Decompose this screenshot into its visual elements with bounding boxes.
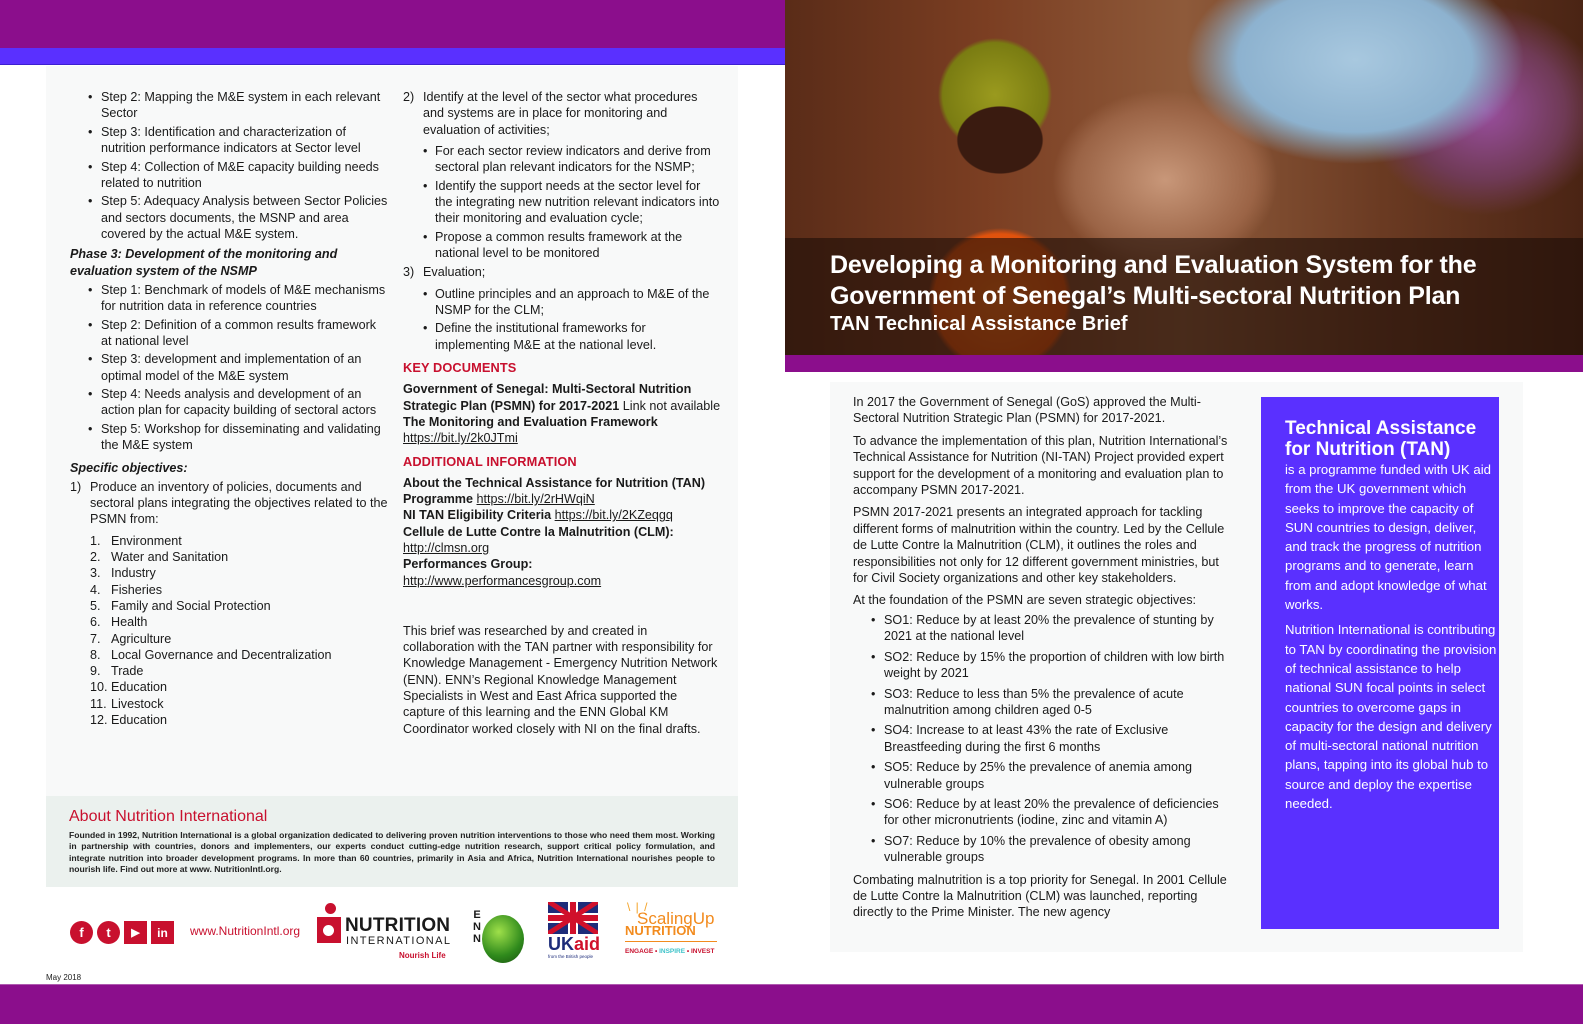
strategic-objective: • SO5: Reduce by 25% the prevalence of anemia among vulnerable groups [853, 759, 1233, 792]
sector-label: Agriculture [111, 631, 172, 646]
sector-number: 4. [90, 582, 101, 597]
list-item: • Step 2: Mapping the M&E system in each relevant Sector [70, 89, 388, 122]
ni-logo-mark-icon [317, 917, 341, 943]
sectors-list [90, 533, 388, 729]
union-jack-icon [548, 902, 598, 934]
sector-number: 8. [90, 647, 101, 662]
globe-icon [482, 915, 524, 963]
list-item: • Step 1: Benchmark of models of M&E mechanisms for nutrition data in reference countries [70, 282, 388, 315]
ukaid-subtext: from the British people [548, 954, 594, 959]
tag-inspire: INSPIRE [659, 948, 686, 955]
sector-item [90, 712, 388, 728]
objective-number: 3) [403, 265, 415, 280]
intro-column [853, 394, 1233, 927]
about-nutrition-international [46, 796, 738, 887]
strategic-objective: • SO1: Reduce by at least 20% the prevalence of stunting by 2021 at the national level [853, 612, 1233, 645]
sector-item [90, 631, 388, 647]
intro-paragraph-1: In 2017 the Government of Senegal (GoS) approved the Multi-Sectoral Nutrition Strategic Plan (PSMN) for 2017-2021. [853, 395, 1201, 426]
list-item: • Outline principles and an approach to M&E of the NSMP for the CLM; [423, 286, 721, 319]
sector-number: 5. [90, 598, 101, 613]
about-heading: About Nutrition International [69, 808, 268, 825]
objective-text: Produce an inventory of policies, documents and sectoral plans integrating the objectives related to the PSMN from: [90, 479, 388, 527]
key-documents-heading: KEY DOCUMENTS [403, 360, 517, 376]
ni-logo-line2: INTERNATIONAL [346, 935, 452, 947]
ni-logo-dot-icon [325, 903, 336, 914]
sector-label: Trade [111, 664, 144, 679]
sector-label: Health [111, 615, 148, 630]
sun-rays-icon: \ | / [627, 900, 649, 914]
sun-logo-line1: ScalingUp [637, 909, 715, 928]
hero-purple-band [785, 355, 1583, 372]
objective-1 [70, 479, 388, 728]
objective-text: Identify at the level of the sector what procedures and systems are in place for monitoring and evaluation of activities; [423, 90, 698, 137]
twitter-icon[interactable]: t [97, 921, 120, 944]
sector-label: Industry [111, 566, 156, 581]
hero-photo [785, 0, 1583, 355]
strategic-objectives-list [853, 612, 1233, 866]
sector-item [90, 663, 388, 679]
sector-number: 9. [90, 664, 101, 679]
sector-label: Environment [111, 533, 182, 548]
eligibility-link[interactable]: https://bit.ly/2KZeqgq [554, 508, 673, 523]
credit-text: This brief was researched by and created in collaboration with the TAN partner with responsibility for Knowledge Management - Emergency Nutrition Network (ENN). ENN’s Regional Knowledge Management Specialists in West and East Africa supported the capture of this learning and the ENN Global KM Coordinator worked closely with NI on the final drafts. [403, 623, 718, 736]
left-column-b [403, 89, 721, 737]
sector-item [90, 696, 388, 712]
about-body: Founded in 1992, Nutrition International is a global organization dedicated to delivering proven nutrition interventions to those who need them most. Working in partnership with countries, donors and implementers, our experts conduct cutting-edge nutrition research, support critical policy formulation, and integrate nutrition into broader development programs. In more than 60 countries, primarily in Asia and Africa, Nutrition International nourishes people to nourish life. Find out more at www. NutritionIntl.org. [69, 830, 715, 874]
eligibility-title: NI TAN Eligibility Criteria [403, 508, 552, 523]
scaling-up-nutrition-logo [621, 900, 721, 962]
sun-logo-divider [625, 941, 717, 942]
sector-label: Livestock [111, 696, 164, 711]
strategic-objective: • SO3: Reduce to less than 5% the prevalence of acute malnutrition among children aged 0-5 [853, 686, 1233, 719]
list-item: • Define the institutional frameworks for implementing M&E at the national level. [423, 320, 721, 353]
list-item: • Step 2: Definition of a common results framework at national level [70, 317, 388, 350]
list-item: • Step 5: Workshop for disseminating and validating the M&E system [70, 421, 388, 454]
tag-engage: ENGAGE • [625, 948, 660, 955]
sector-number: 3. [90, 566, 101, 581]
tan-heading: Technical Assistance for Nutrition (TAN) [1285, 418, 1477, 460]
key-documents [403, 381, 721, 446]
sector-number: 10. [90, 680, 108, 695]
sector-item [90, 533, 388, 549]
youtube-icon[interactable]: ▶ [124, 921, 147, 944]
intro-paragraph-4: At the foundation of the PSMN are seven strategic objectives: [853, 593, 1197, 608]
objective-2 [403, 89, 721, 261]
specific-objectives-list [70, 479, 388, 728]
left-column-a [70, 89, 388, 731]
sector-item [90, 598, 388, 614]
nutrition-international-logo [317, 903, 452, 961]
objective-3 [403, 264, 721, 353]
list-item: • Step 3: Identification and characterization of nutrition performance indicators at Sector level [70, 124, 388, 157]
social-links [70, 921, 174, 944]
enn-letters: E N N [473, 909, 481, 945]
phase3-heading: Phase 3: Development of the monitoring and evaluation system of the NSMP [70, 247, 338, 278]
ukaid-aid: aid [574, 934, 601, 954]
list-item: • Step 4: Collection of M&E capacity building needs related to nutrition [70, 159, 388, 192]
sector-number: 7. [90, 631, 101, 646]
ni-logo-line1: NUTRITION [345, 915, 451, 936]
sector-label: Local Governance and Decentralization [111, 647, 332, 662]
objective-text: Evaluation; [423, 265, 486, 280]
objective3-bullets [423, 286, 721, 353]
title-line2: Government of Senegal’s Multi-sectoral Nutrition Plan [830, 282, 1461, 310]
sector-number: 11. [90, 696, 107, 711]
ukaid-text [548, 934, 601, 954]
list-item: • Step 3: development and implementation of an optimal model of the M&E system [70, 351, 388, 384]
enn-logo [472, 905, 532, 965]
phase3-steps-list [70, 282, 388, 454]
clm-title: Cellule de Lutte Contre la Malnutrition (CLM): [403, 524, 674, 539]
sector-label: Water and Sanitation [111, 550, 229, 565]
list-item: • For each sector review indicators and derive from sectoral plan relevant indicators for the NSMP; [423, 143, 721, 176]
tan-programme-link[interactable]: https://bit.ly/2rHWqiN [476, 492, 595, 507]
sector-number: 6. [90, 615, 101, 630]
list-item: • Step 4: Needs analysis and development of an action plan for capacity building of sectoral actors [70, 386, 388, 419]
objective-number: 1) [70, 479, 82, 494]
website-link[interactable]: www.NutritionIntl.org [190, 924, 301, 938]
linkedin-icon[interactable]: in [151, 921, 174, 944]
additional-info-heading: ADDITIONAL INFORMATION [403, 453, 577, 469]
phase2-steps-list [70, 89, 388, 242]
tan-programme-title: About the Technical Assistance for Nutrition (TAN) Programme [403, 475, 706, 507]
footer-logos [46, 890, 738, 970]
page-title [830, 250, 1476, 312]
sector-item [90, 647, 388, 663]
page-subtitle: TAN Technical Assistance Brief [830, 313, 1128, 335]
tan-sidebar-box [1261, 397, 1499, 929]
clm-link[interactable]: http://clmsn.org [403, 540, 490, 555]
list-item: • Identify the support needs at the sector level for the integrating new nutrition relevant indicators into their monitoring and evaluation cycle; [423, 178, 721, 227]
strategic-objective: • SO2: Reduce by 15% the proportion of children with low birth weight by 2021 [853, 649, 1233, 682]
title-line1: Developing a Monitoring and Evaluation System for the [830, 251, 1477, 279]
sector-number: 1. [90, 533, 101, 548]
top-purple-band [0, 0, 785, 48]
sector-item [90, 582, 388, 598]
sector-item [90, 614, 388, 630]
sector-item [90, 679, 388, 695]
intro-paragraph-3: PSMN 2017-2021 presents an integrated approach for tackling different forms of malnutrition within the country. Led by the Cellule de Lutte Contre la Malnutrition (CLM), it outlines the roles and responsibilities not only for 12 different government ministries, but for Civil Society organizations and other key stakeholders. [853, 505, 1225, 586]
intro-paragraph-2: To advance the implementation of this plan, Nutrition International’s Technical Assistance for Nutrition (NI-TAN) Project provided expert support for the development of a monitoring and evaluation plan to accompany PSMN 2017-2021. [853, 433, 1228, 498]
sector-number: 12. [90, 713, 108, 727]
objective-number: 2) [403, 90, 415, 104]
ukaid-logo [548, 902, 601, 962]
bottom-purple-band [0, 984, 1583, 1024]
sun-logo-line2: NUTRITION [625, 923, 696, 938]
tag-invest: • INVEST [685, 948, 715, 955]
additional-info [403, 475, 721, 589]
sector-label: Education [111, 713, 168, 727]
sector-label: Fisheries [111, 582, 163, 597]
sector-item [90, 565, 388, 581]
sector-label: Education [111, 680, 168, 695]
doc1-title: Government of Senegal: Multi-Sectoral Nutrition Strategic Plan (PSMN) for 2017-2021 [403, 382, 692, 413]
publication-date: May 2018 [46, 973, 82, 982]
doc2-link[interactable]: https://bit.ly/2k0JTmi [403, 431, 518, 446]
specific-objectives-heading: Specific objectives: [70, 460, 188, 475]
strategic-objective: • SO6: Reduce by at least 20% the prevalence of deficiencies for other micronutrients (iodine, zinc and vitamin A) [853, 796, 1233, 829]
strategic-objective: • SO4: Increase to at least 43% the rate of Exclusive Breastfeeding during the first 6 months [853, 722, 1233, 755]
top-violet-band [0, 48, 785, 65]
performances-group-link[interactable]: http://www.performancesgroup.com [403, 573, 602, 588]
intro-paragraph-5: Combating malnutrition is a top priority for Senegal. In 2001 Cellule de Lutte Contre la Malnutrition (CLM) was launched, reporting directly to the Prime Minister. The new agency [853, 872, 1227, 920]
facebook-icon[interactable]: f [70, 921, 93, 944]
ukaid-uk: UK [548, 934, 574, 954]
ni-logo-tagline: Nourish Life [399, 951, 446, 960]
sector-label: Family and Social Protection [111, 598, 271, 613]
list-item: • Propose a common results framework at the national level to be monitored [423, 229, 721, 262]
strategic-objective: • SO7: Reduce by 10% the prevalence of obesity among vulnerable groups [853, 833, 1233, 866]
sector-number: 2. [90, 550, 101, 565]
sun-logo-tagline [625, 948, 714, 955]
tan-paragraph-1: is a programme funded with UK aid from the UK government which seeks to improve the capacity of SUN countries to design, deliver, and track the progress of nutrition programs and to generate, learn from and adopt knowledge of what works. [1285, 462, 1491, 613]
tan-paragraph-2: Nutrition International is contributing to TAN by coordinating the provision of technical assistance to help national SUN focal points in select countries to overcome gaps in capacity for the design and delivery of multi-sectoral national nutrition plans, tapping into its global hub to source and deploy the expertise needed. [1285, 622, 1497, 812]
doc1-note: Link not available [619, 398, 721, 413]
sector-item [90, 549, 388, 565]
objective2-bullets [423, 143, 721, 261]
performances-group-title: Performances Group: [403, 557, 533, 572]
objectives-continued-list [403, 89, 721, 353]
list-item: • Step 5: Adequacy Analysis between Sector Policies and sectors documents, the MSNP and area covered by the actual M&E system. [70, 193, 388, 242]
doc2-title: The Monitoring and Evaluation Framework [403, 414, 658, 429]
